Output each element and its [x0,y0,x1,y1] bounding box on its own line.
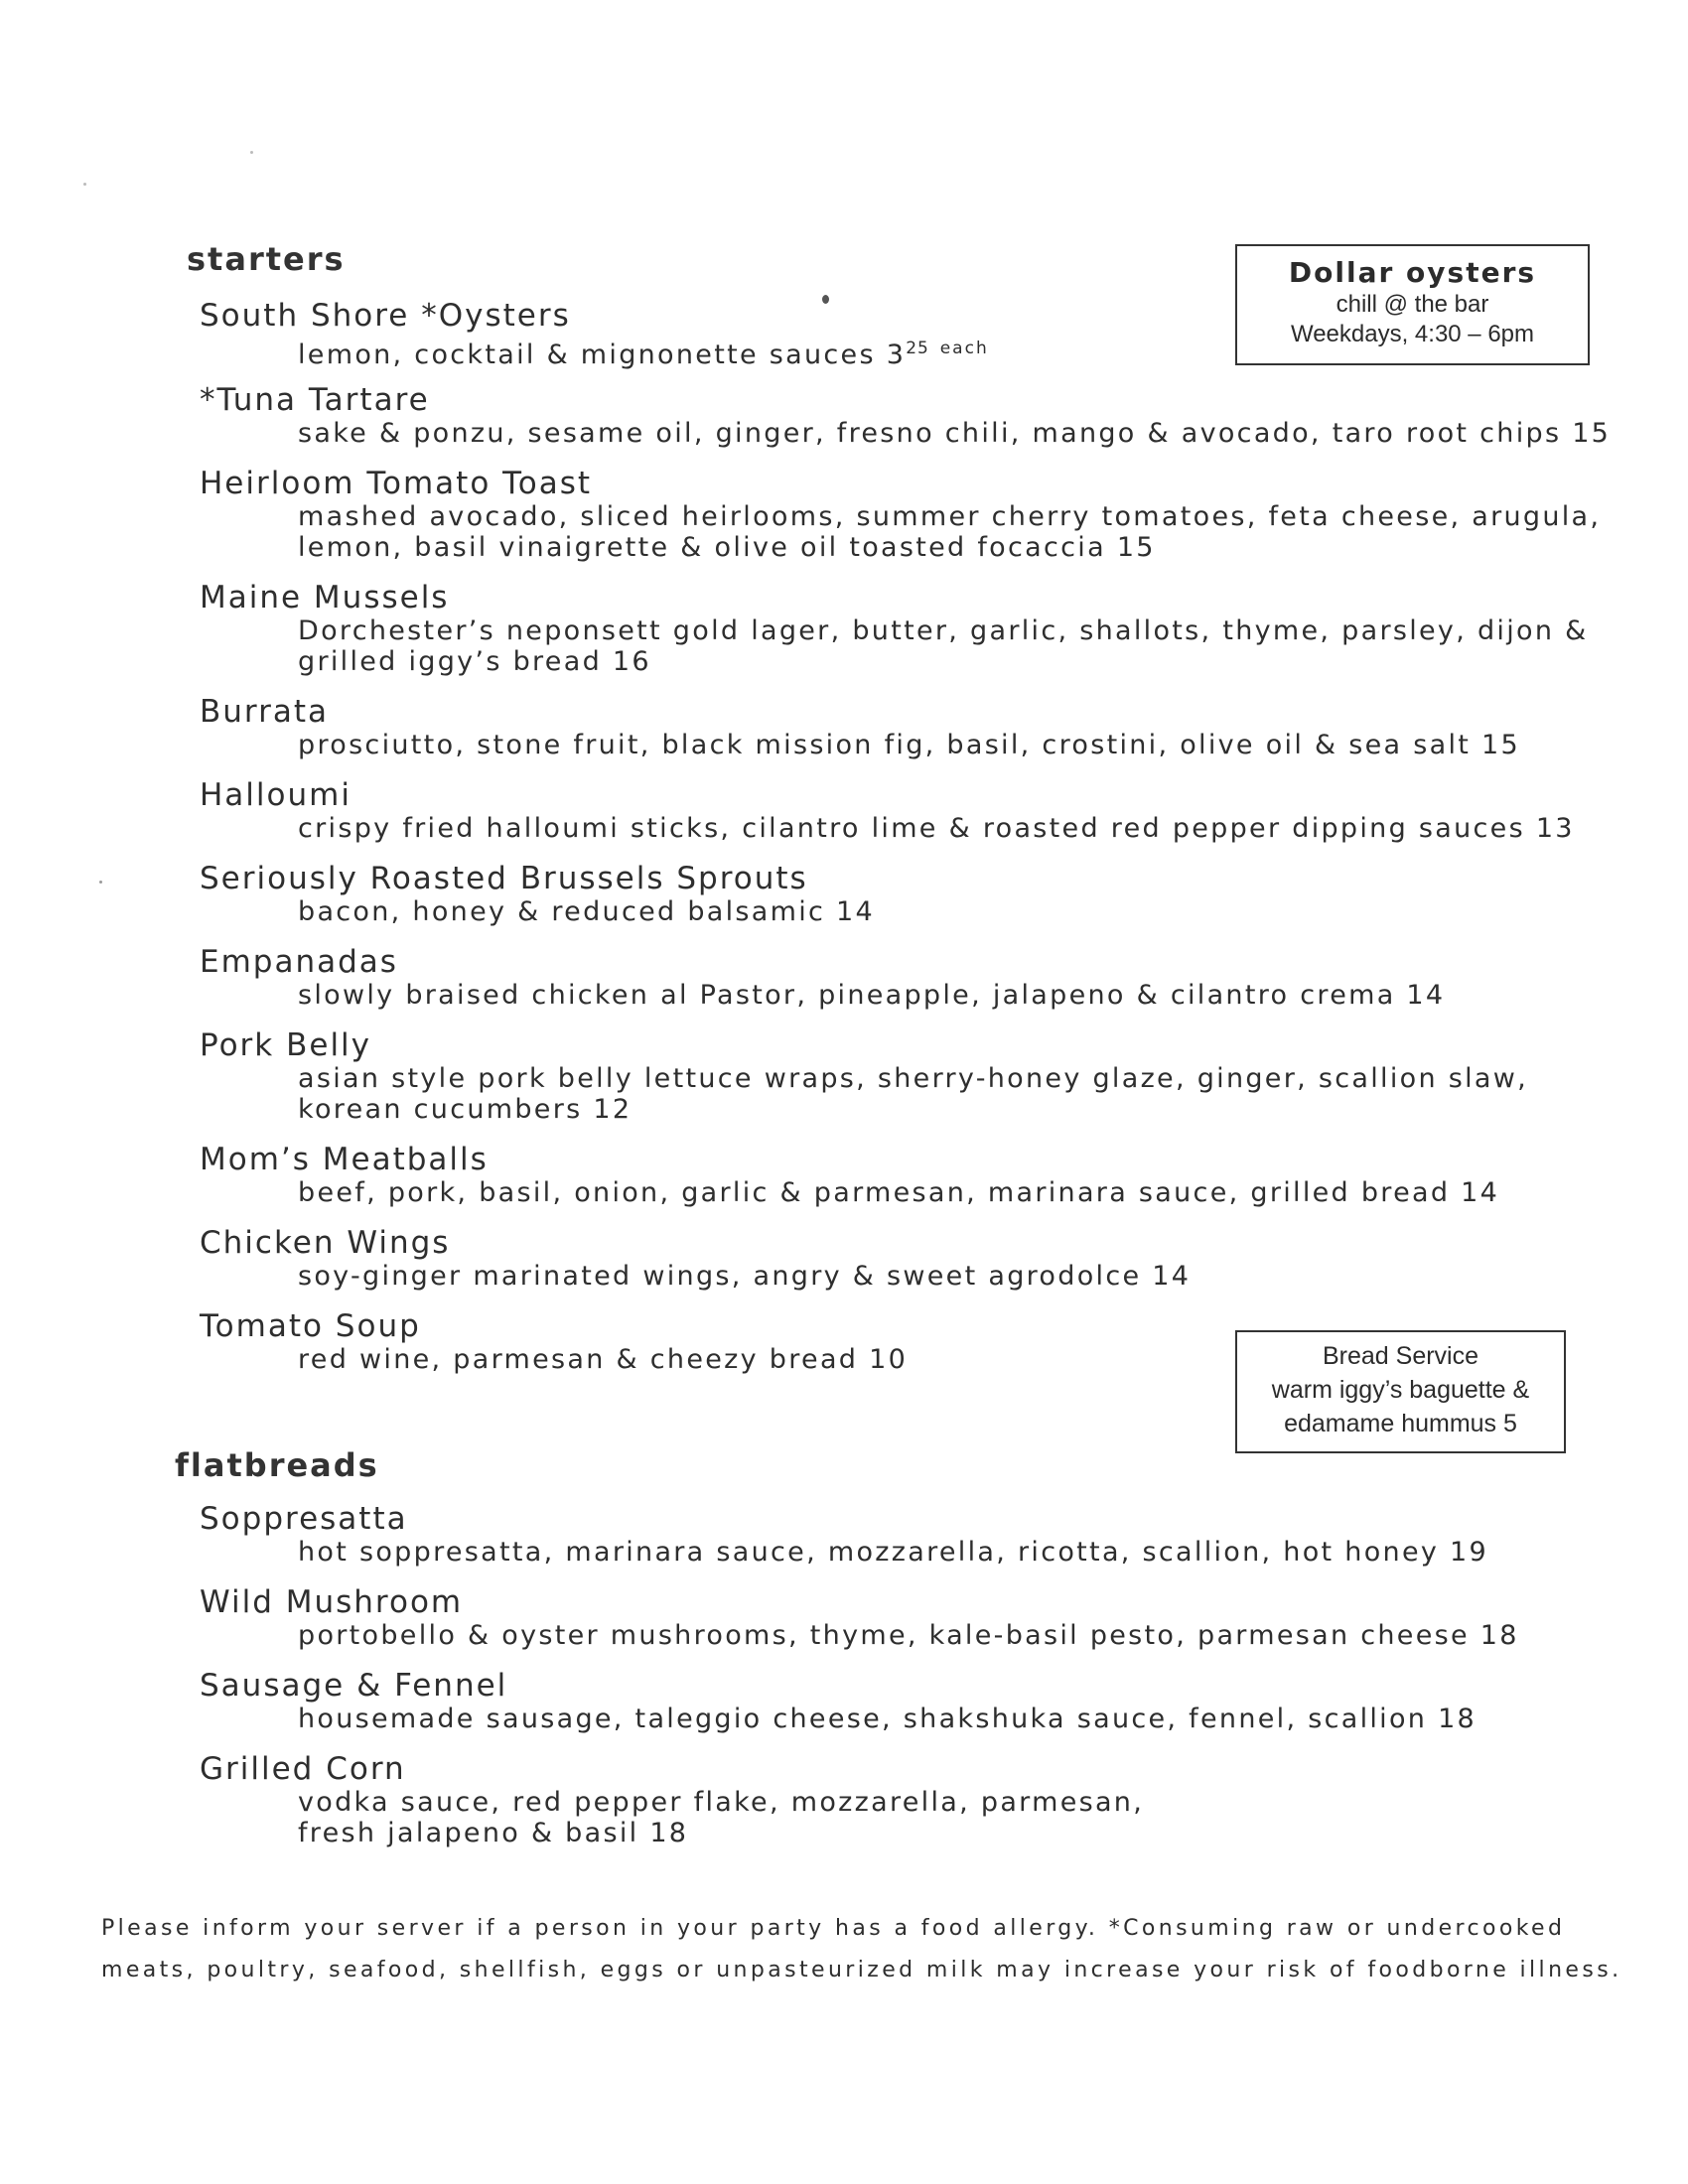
item-description: red wine, parmesan & cheezy bread 10 [298,1344,909,1375]
menu-item-brussels-sprouts [200,861,1611,927]
item-name: South Shore *Oysters [200,298,571,334]
price-each-label: each [939,339,989,358]
section-heading-starters: starters [187,240,346,278]
scan-speck [99,881,102,884]
item-description: portobello & oyster mushrooms, thyme, kale-basil pesto, parmesan cheese 18 [298,1620,1519,1651]
item-name: Grilled Corn [200,1751,406,1787]
menu-item-burrata [200,694,1611,760]
item-name: Tomato Soup [200,1308,421,1344]
item-name: Maine Mussels [200,580,450,615]
item-name: Heirloom Tomato Toast [200,466,593,501]
item-description: prosciutto, stone fruit, black mission fig, basil, crostini, olive oil & sea salt 15 [298,730,1521,760]
callout-line: Weekdays, 4:30 – 6pm [1290,321,1535,347]
item-name: Empanadas [200,944,398,980]
callout-line: Bread Service [1322,1342,1479,1370]
menu-item-empanadas [200,944,1611,1011]
menu-item-heirloom-tomato-toast [200,466,1611,563]
item-name: Halloumi [200,777,352,813]
callout-line: warm iggy’s baguette & [1271,1376,1530,1404]
item-name: Burrata [200,694,330,730]
section-heading-flatbreads: flatbreads [175,1446,379,1484]
item-description: soy-ginger marinated wings, angry & sweet agrodolce 14 [298,1261,1192,1292]
menu-item-grilled-corn [200,1751,1519,1848]
item-name: Seriously Roasted Brussels Sprouts [200,861,808,896]
price-superscript: 25 [906,339,929,358]
flatbreads-list [200,1501,1519,1848]
item-description: vodka sauce, red pepper flake, mozzarella, parmesan, fresh jalapeno & basil 18 [298,1787,1145,1848]
item-description: crispy fried halloumi sticks, cilantro lime & roasted red pepper dipping sauces 13 [298,813,1575,844]
dollar-oysters-callout [1235,244,1590,365]
menu-item-halloumi [200,777,1611,844]
menu-item-pork-belly [200,1027,1611,1125]
item-description: hot soppresatta, marinara sauce, mozzarella, ricotta, scallion, hot honey 19 [298,1537,1488,1568]
item-name: Pork Belly [200,1027,372,1063]
scan-speck [822,295,829,304]
allergy-disclaimer: Please inform your server if a person in your party has a food allergy. *Consuming raw or undercooked meats, poultry, seafood, shellfish, eggs or unpasteurized milk may increase your risk of foodborne illness. [101,1916,1622,1982]
item-description: slowly braised chicken al Pastor, pineapple, jalapeno & cilantro crema 14 [298,980,1446,1011]
menu-item-tuna-tartare [200,382,1611,449]
menu-item-moms-meatballs [200,1142,1611,1208]
item-name: Mom’s Meatballs [200,1142,489,1177]
item-description: asian style pork belly lettuce wraps, sherry-honey glaze, ginger, scallion slaw, korean cucumbers 12 [298,1063,1529,1125]
callout-title: Dollar oysters [1288,256,1537,289]
item-description: beef, pork, basil, onion, garlic & parmesan, marinara sauce, grilled bread 14 [298,1177,1500,1208]
menu-item-wild-mushroom [200,1584,1519,1651]
item-name: *Tuna Tartare [200,382,430,418]
item-name: Sausage & Fennel [200,1668,508,1704]
bread-service-callout [1235,1330,1566,1453]
item-description-text: lemon, cocktail & mignonette sauces 3 [298,340,907,370]
item-name: Wild Mushroom [200,1584,464,1620]
item-name: Soppresatta [200,1501,408,1537]
scan-speck [83,183,86,186]
item-description: mashed avocado, sliced heirlooms, summer cherry tomatoes, feta cheese, arugula, lemon, basil vinaigrette & olive oil toasted focaccia 15 [298,501,1602,563]
menu-item-maine-mussels [200,580,1611,677]
callout-line: chill @ the bar [1336,291,1489,318]
menu-item-chicken-wings [200,1225,1611,1292]
callout-line: edamame hummus 5 [1284,1410,1517,1437]
menu-item-soppresatta [200,1501,1519,1568]
item-description: housemade sausage, taleggio cheese, shakshuka sauce, fennel, scallion 18 [298,1704,1477,1734]
item-description: bacon, honey & reduced balsamic 14 [298,896,876,927]
item-description: sake & ponzu, sesame oil, ginger, fresno chili, mango & avocado, taro root chips 15 [298,418,1612,449]
starters-list [200,298,1611,1375]
item-description: Dorchester’s neponsett gold lager, butter, garlic, shallots, thyme, parsley, dijon & grilled iggy’s bread 16 [298,615,1589,677]
scan-speck [250,151,253,154]
item-name: Chicken Wings [200,1225,451,1261]
menu-item-sausage-fennel [200,1668,1519,1734]
